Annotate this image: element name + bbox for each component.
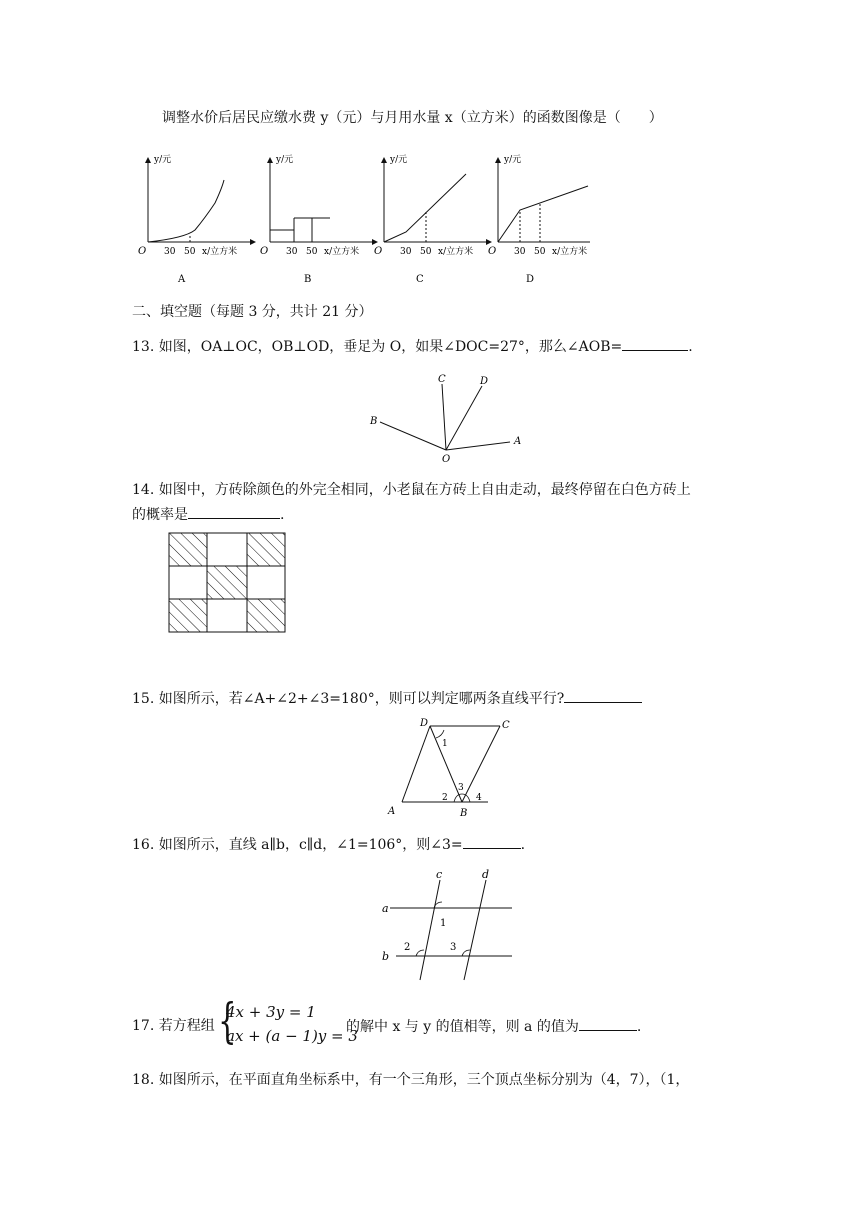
svg-text:2: 2 [442,793,448,803]
svg-text:y/元: y/元 [390,155,408,165]
svg-text:30: 30 [164,247,176,257]
svg-text:A: A [388,806,396,817]
question-17-suffix: 的解中 x 与 y 的值相等，则 a 的值为 . [346,1016,641,1037]
svg-text:2: 2 [404,942,411,953]
answer-blank[interactable] [622,336,688,351]
q14-tile-grid [168,532,288,634]
graph-a [138,154,255,285]
svg-text:30: 30 [400,247,412,257]
question-13: 13. 如图，OA⊥OC，OB⊥OD，垂足为 O，如果∠DOC=27°，那么∠AOB= . [132,336,693,357]
equation-system [218,993,358,1049]
question-15: 15. 如图所示，若∠A+∠2+∠3=180°，则可以判定哪两条直线平行? [132,688,642,709]
svg-text:C: C [438,374,446,385]
section-heading: 二、填空题（每题 3 分，共计 21 分） [132,304,373,320]
graph-c [374,154,491,285]
svg-text:a: a [382,902,389,915]
svg-text:1: 1 [440,918,447,929]
svg-text:O: O [488,246,497,257]
svg-text:b: b [382,950,390,963]
question-14-line1: 14. 如图中，方砖除颜色的外完全相同，小老鼠在方砖上自由走动，最终停留在白色方砖上 [132,482,691,498]
svg-text:D: D [526,274,535,285]
svg-text:B: B [304,274,312,285]
svg-text:y/元: y/元 [154,155,172,165]
svg-text:O: O [260,246,269,257]
equation-2: ax + (a − 1)y = 3 [226,1027,358,1045]
question-16: 16. 如图所示，直线 a∥b，c∥d，∠1=106°，则∠3= . [132,834,525,855]
answer-blank[interactable] [579,1016,637,1031]
q13-figure [360,370,530,466]
svg-text:D: D [480,376,489,387]
svg-text:y/元: y/元 [276,155,294,165]
graph-b [260,154,377,285]
svg-text:d: d [482,868,490,881]
svg-text:C: C [502,720,510,731]
function-graphs-figure [130,148,590,288]
svg-text:50: 50 [420,247,432,257]
question-14-line2: 的概率是 . [132,504,284,525]
graph-d [488,154,590,285]
answer-blank[interactable] [564,688,642,703]
svg-text:x/立方米: x/立方米 [324,247,360,257]
question-12-stem: 调整水价后居民应缴水费 y（元）与月用水量 x（立方米）的函数图像是（ ） [162,110,663,126]
svg-text:x/立方米: x/立方米 [438,247,474,257]
q15-figure [384,714,524,820]
svg-text:50: 50 [534,247,546,257]
equation-1: 4x + 3y = 1 [226,1003,316,1021]
svg-text:O: O [442,454,451,465]
svg-text:O: O [374,246,383,257]
answer-blank[interactable] [463,834,521,849]
svg-text:B: B [370,416,378,427]
left-brace: { [218,993,237,1049]
svg-text:4: 4 [476,793,482,803]
question-17-prefix: 17. 若方程组 [132,1018,215,1034]
svg-text:c: c [436,868,443,881]
svg-text:A: A [178,274,186,285]
svg-text:x/立方米: x/立方米 [552,247,588,257]
svg-text:50: 50 [306,247,318,257]
question-18: 18. 如图所示，在平面直角坐标系中，有一个三角形，三个顶点坐标分别为（4，7），（1， [132,1072,690,1088]
svg-text:B: B [460,808,468,819]
svg-text:y/元: y/元 [504,155,522,165]
svg-text:O: O [138,246,147,257]
svg-text:1: 1 [442,739,448,749]
svg-text:x/立方米: x/立方米 [202,247,238,257]
q16-figure [378,868,518,982]
svg-text:30: 30 [286,247,298,257]
answer-blank[interactable] [188,504,280,519]
svg-text:30: 30 [514,247,526,257]
svg-text:3: 3 [450,942,457,953]
svg-text:C: C [416,274,424,285]
svg-text:D: D [420,718,429,729]
svg-text:A: A [514,436,522,447]
svg-text:50: 50 [184,247,196,257]
svg-text:3: 3 [458,783,464,793]
